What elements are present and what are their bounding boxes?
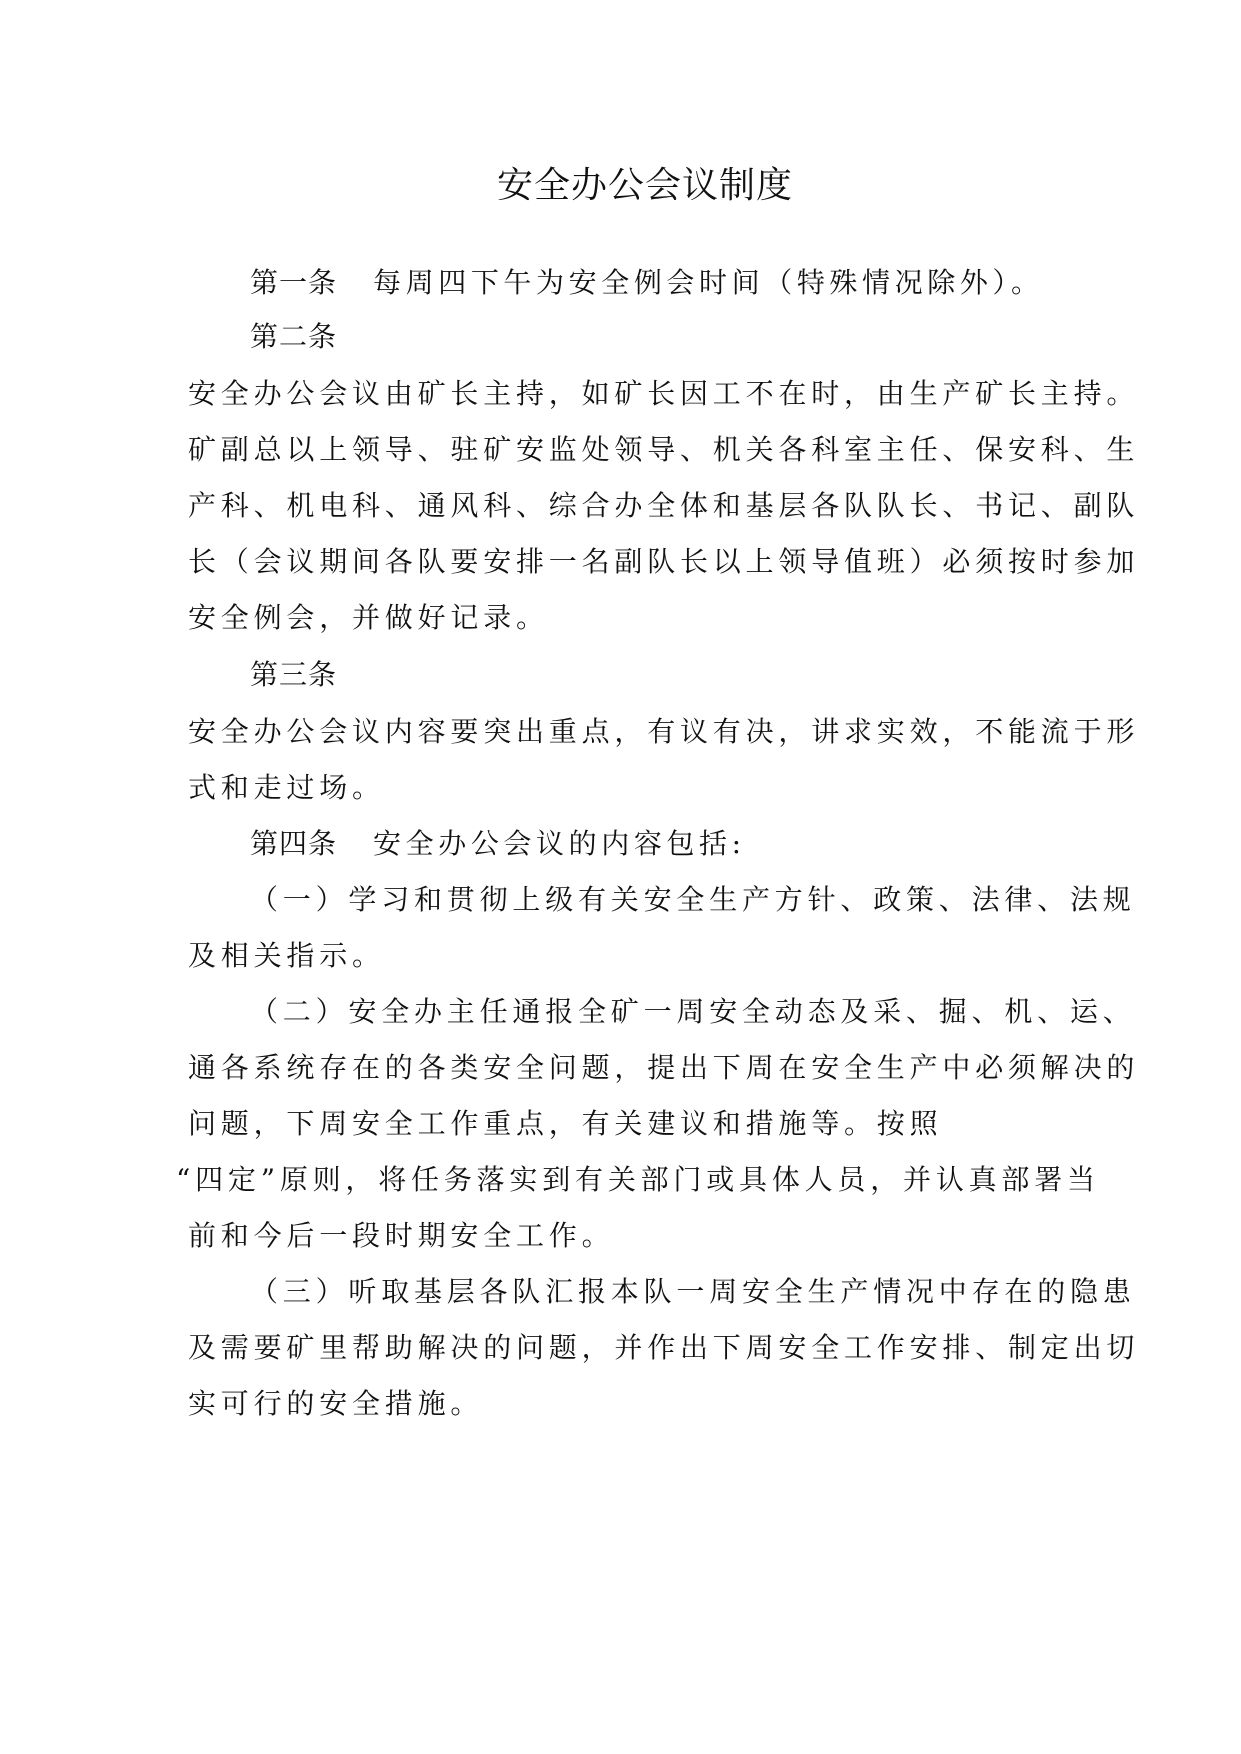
article-3-line-1: 安全办公会议内容要突出重点，有议有决，讲求实效，不能流于形 xyxy=(188,715,1140,748)
article-4-item-1-line-2: 及相关指示。 xyxy=(188,939,385,972)
article-4 xyxy=(250,819,746,869)
article-4-item-2-line-4: “四定”原则，将任务落实到有关部门或具体人员，并认真部署当 xyxy=(176,1163,1100,1196)
article-4-item-3-line-1: （三）听取基层各队汇报本队一周安全生产情况中存在的隐患 xyxy=(250,1275,1136,1308)
article-4-item-1-line-1: （一）学习和贯彻上级有关安全生产方针、政策、法律、法规 xyxy=(250,883,1136,916)
article-3-heading xyxy=(250,650,337,700)
article-2-heading xyxy=(250,312,337,362)
article-2-line-3: 产科、机电科、通风科、综合办全体和基层各队队长、书记、副队 xyxy=(188,489,1140,522)
article-4-label: 第四条 xyxy=(250,827,338,860)
article-2-line-2: 矿副总以上领导、驻矿安监处领导、机关各科室主任、保安科、生 xyxy=(188,433,1140,466)
article-4-item-2-line-5: 前和今后一段时期安全工作。 xyxy=(188,1219,615,1252)
article-2-label: 第二条 xyxy=(250,320,338,353)
article-3-label: 第三条 xyxy=(250,658,338,691)
article-3-line-2: 式和走过场。 xyxy=(188,771,385,804)
article-4-item-3-line-3: 实可行的安全措施。 xyxy=(188,1387,484,1420)
article-1-text: 每周四下午为安全例会时间（特殊情况除外）。 xyxy=(373,266,1044,299)
article-4-item-3-line-2: 及需要矿里帮助解决的问题，并作出下周安全工作安排、制定出切 xyxy=(188,1331,1140,1364)
article-4-item-2-line-3: 问题，下周安全工作重点，有关建议和措施等。按照 xyxy=(188,1107,943,1140)
article-4-item-2-line-2: 通各系统存在的各类安全问题，提出下周在安全生产中必须解决的 xyxy=(188,1051,1140,1084)
article-1-label: 第一条 xyxy=(250,266,338,299)
article-4-text: 安全办公会议的内容包括: xyxy=(373,827,746,860)
article-2-line-1: 安全办公会议由矿长主持，如矿长因工不在时，由生产矿长主持。 xyxy=(188,377,1140,410)
article-4-item-2-line-1: （二）安全办主任通报全矿一周安全动态及采、掘、机、运、 xyxy=(250,995,1136,1028)
article-1 xyxy=(250,258,1044,308)
document-title: 安全办公会议制度 xyxy=(496,165,793,206)
article-2-line-5: 安全例会，并做好记录。 xyxy=(188,601,549,634)
article-2-line-4: 长（会议期间各队要安排一名副队长以上领导值班）必须按时参加 xyxy=(188,545,1140,578)
